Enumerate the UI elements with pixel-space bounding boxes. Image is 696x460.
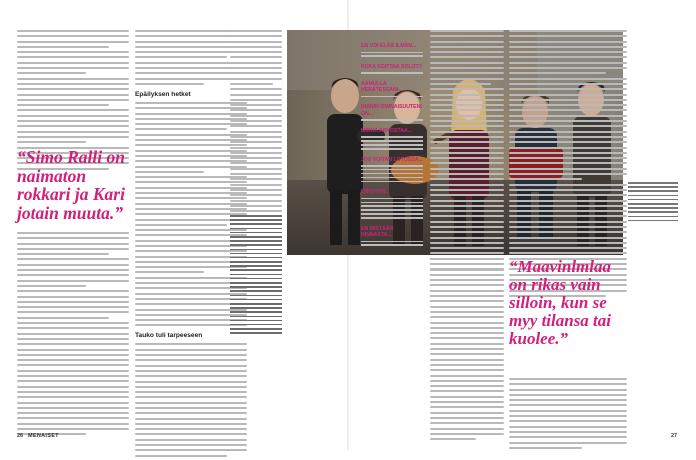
qa-heading: MINUA ARVOSTAA...: [361, 127, 413, 134]
qa-heading: KUKA SOITTAA SOLOT?: [361, 63, 422, 70]
qa-sidebar: [361, 43, 423, 253]
qa-heading: AAMULLA HERÄTESSÄNI...: [361, 80, 403, 94]
body-column-6-lower: [509, 378, 627, 452]
pullquote-right: “Maavinlmlaa on rikas vain silloin, kun se myy tilansa tai kuolee.”: [509, 257, 612, 349]
qa-heading: EN VOI ELÄÄ ILMAN...: [361, 43, 417, 49]
subhead-epailyksen-hetket: Epäilyksen hetket: [135, 90, 191, 98]
qa-item: [361, 157, 423, 183]
qa-heading: EN MISTÄÄN HINNASTA...: [361, 225, 394, 239]
qa-item: [361, 104, 423, 121]
qa-item: [361, 64, 423, 74]
page-number-left: 26: [17, 433, 24, 439]
magazine-name: MENAISET: [28, 433, 59, 439]
qa-item: [361, 226, 423, 246]
qa-item: [361, 189, 423, 218]
photo-caption-left: [230, 215, 282, 336]
qa-item: [361, 81, 423, 98]
qa-item: [361, 43, 423, 57]
photo-caption-right: [628, 182, 678, 224]
qa-heading: JOS VOITAN LOTOSSA...: [361, 156, 423, 163]
qa-item: [361, 128, 423, 150]
qa-heading: LIIKUTUN...: [361, 189, 390, 196]
body-column-1-lower: [17, 232, 129, 439]
body-column-5: [430, 30, 504, 305]
body-column-3: [230, 30, 282, 221]
subhead-tauko: Tauko tuli tarpeeseen: [135, 332, 203, 340]
page-number-right: 27: [671, 433, 678, 439]
pullquote-left: “Simo Ralli on naimaton rokkari ja Kari jotain muuta.”: [17, 147, 125, 223]
qa-heading: IHANIN OMINAISUUTENI ON...: [361, 104, 422, 117]
